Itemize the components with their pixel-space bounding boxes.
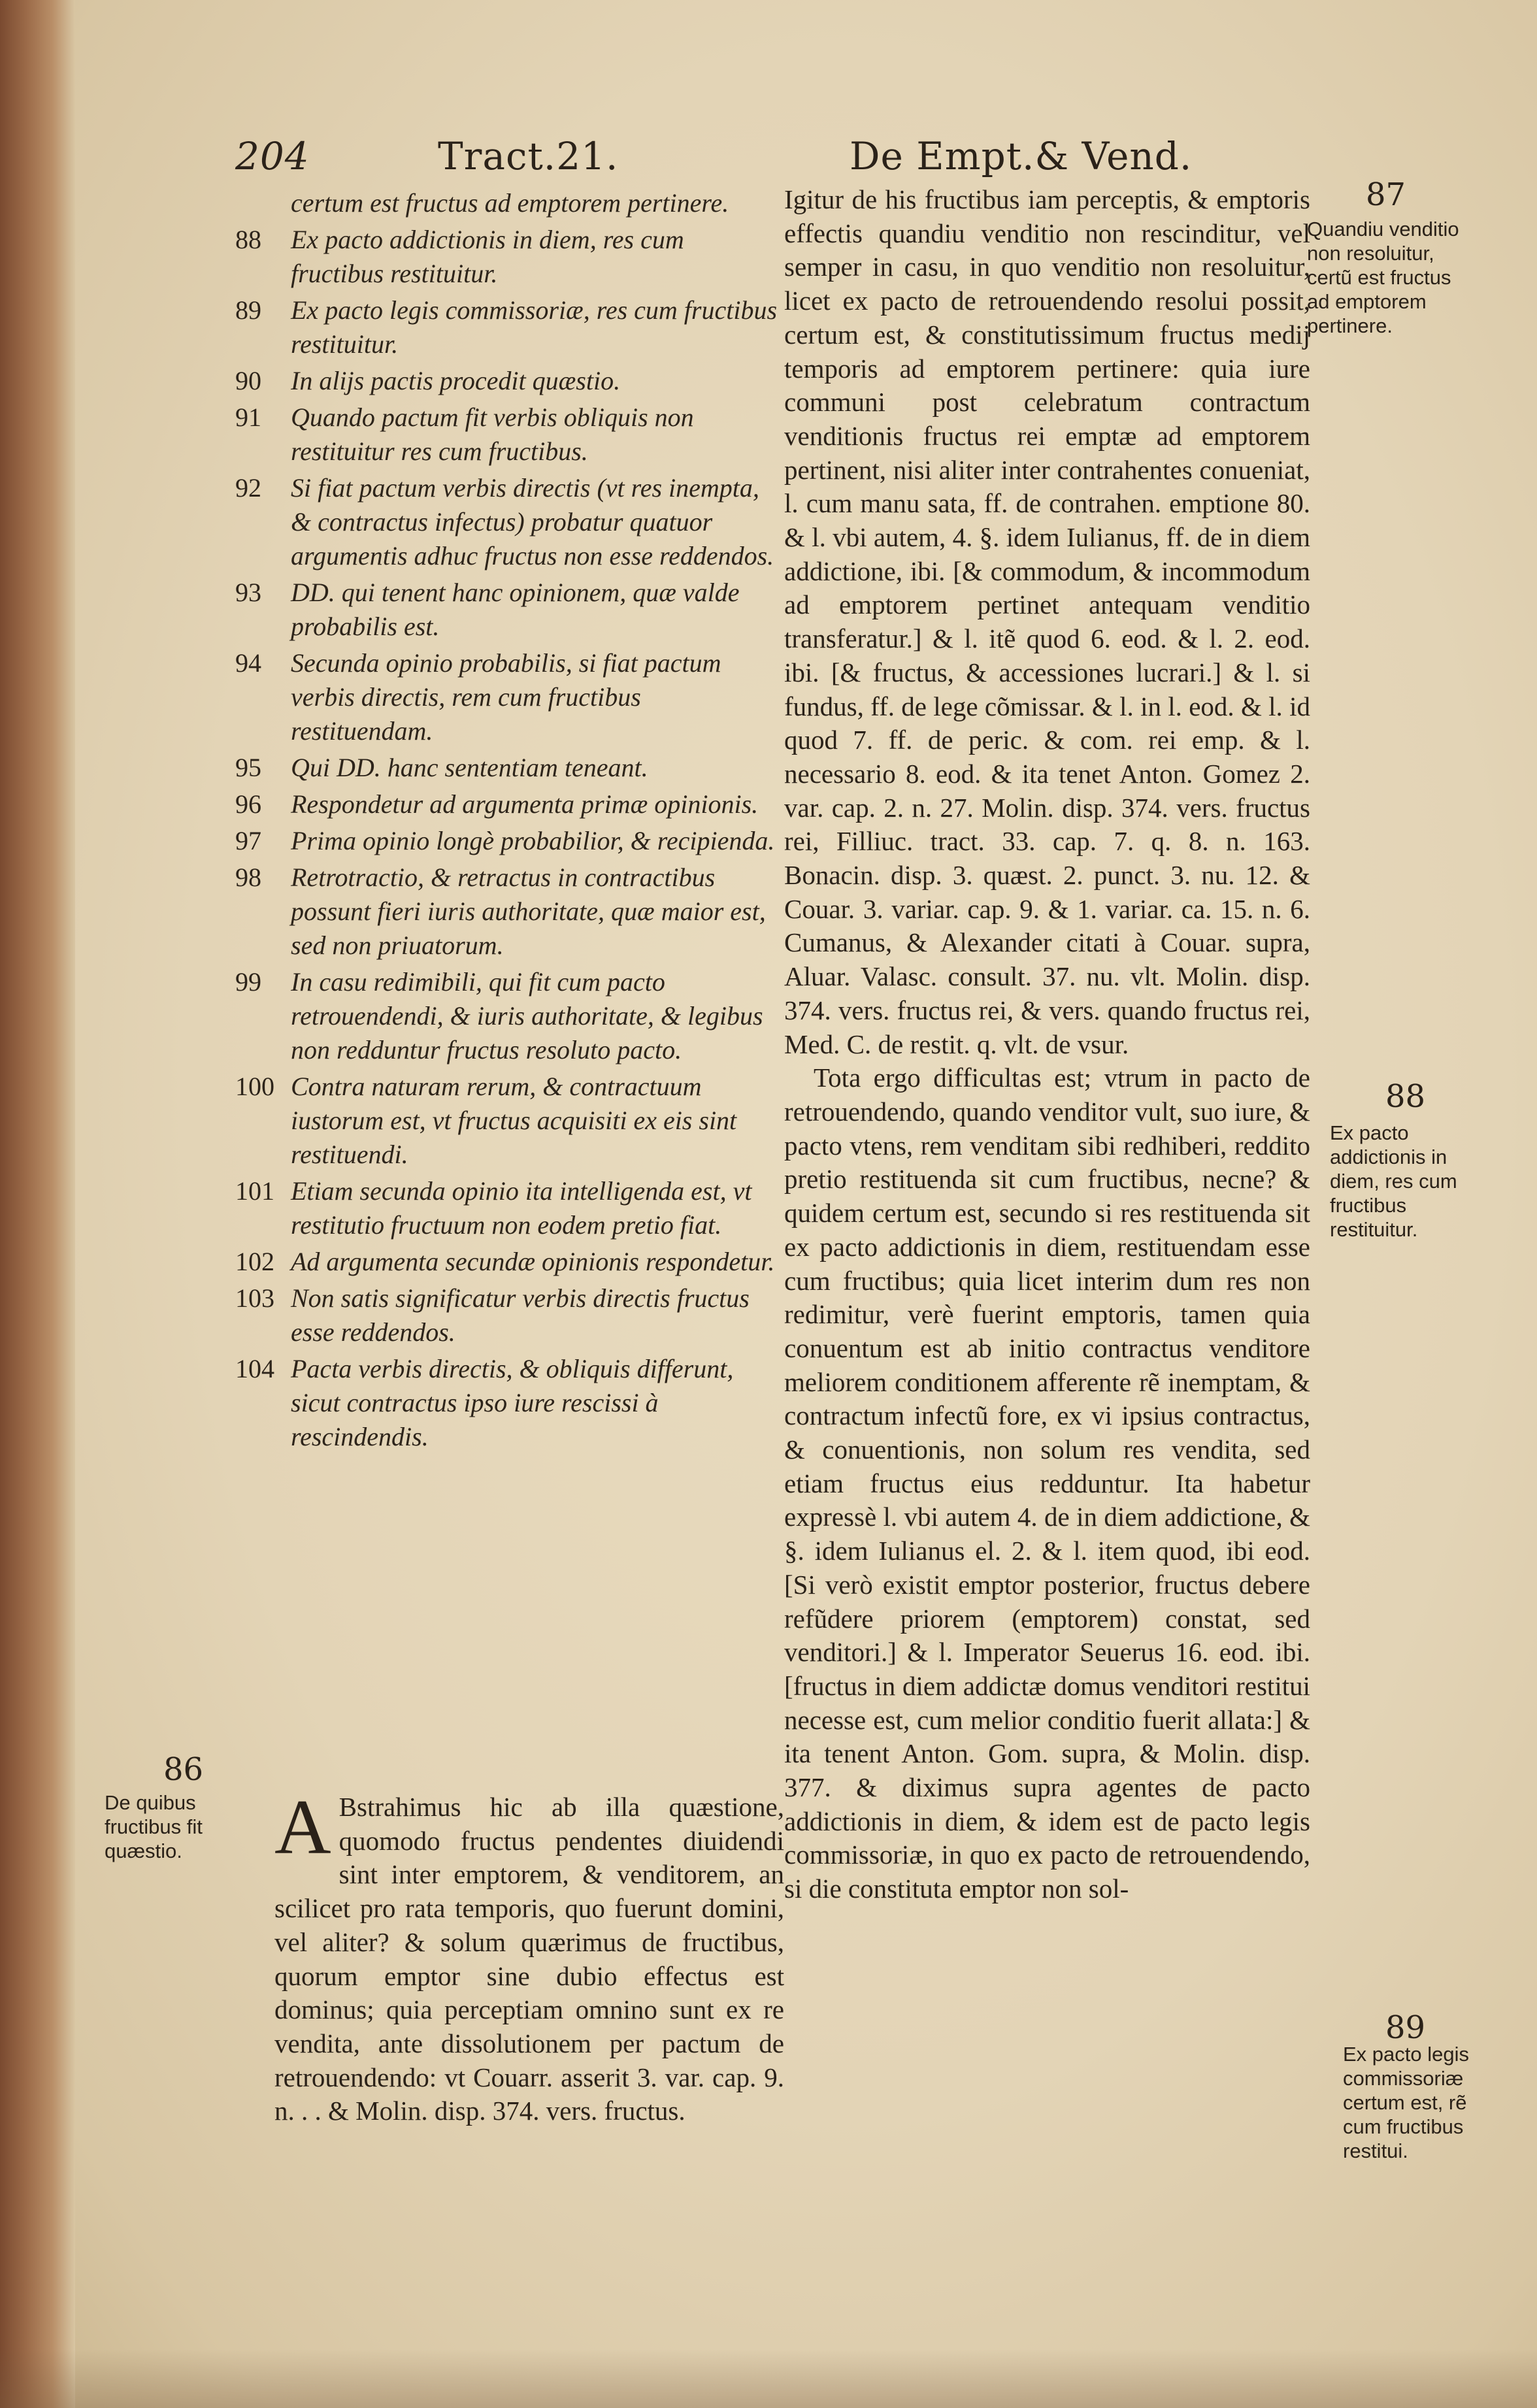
summary-text: In casu redimibili, qui fit cum pacto retrouendendi, & iuris authoritate, & legibus non redduntur fructus resoluto pacto.	[291, 967, 763, 1064]
summary-text: Retrotractio, & retractus in contractibus possunt fieri iuris authoritate, quæ maior est, sed non priuatorum.	[291, 863, 766, 960]
summary-text: Respondetur ad argumenta primæ opinionis.	[291, 789, 759, 819]
summary-num: 91	[235, 403, 261, 432]
summary-item	[235, 824, 778, 858]
summary-item	[235, 1352, 778, 1454]
paragraph: Tota ergo difficultas est; vtrum in pacto de retrouendendo, quando venditor vult, suo iure, & pacto vtens, rem venditam sibi redhiberi, reddito pretio restituenda sit cum fructibus, necne? & quidem certum est, secundo si res restituenda sit ex pacto addictionis in diem, restituendam esse cum fructibus; quia licet interim dum res non redimitur, verè fuerint emptoris, tamen quia conuentum est ab initio contractus venditore meliorem conditionem afferente rẽ inemptam, & contractum infectũ fore, ex vi ipsius contractus, & conuentionis, non solum res vendita, sed etiam fructus eius redduntur. Ita habetur expressè l. vbi autem 4. de in diem addictione, & §. idem Iulianus el. 2. & l. item quod, ibi eod. [Si verò existit emptor posterior, fructus debere refũdere priorem (emptorem) constat, sed venditori.] & l. Imperator Seuerus 16. eod. ibi. [fructus in diem addictæ domus venditori restitui necesse est, cum melior conditio fuerit allata:] & ita tenent Anton. Gom. supra, & Molin. disp. 377. & diximus supra agentes de pacto addictionis in diem, & idem est de pacto legis commissoriæ, in quo ex pacto de retrouendendo, si die constituta emptor non sol-	[784, 1063, 1310, 1904]
summary-num: 102	[235, 1247, 274, 1276]
summary-item	[235, 401, 778, 469]
left-column-text	[274, 1783, 784, 2128]
margin-number: 86	[163, 1751, 204, 1788]
summary-text: Secunda opinio probabilis, si fiat pactum verbis directis, rem cum fructibus restituendam.	[291, 648, 721, 746]
margin-number: 87	[1366, 176, 1406, 213]
page-number: 204	[235, 134, 310, 178]
summary-num: 89	[235, 295, 261, 325]
summary-text: Ex pacto addictionis in diem, res cum fructibus restituitur.	[291, 225, 684, 288]
summary-item	[235, 576, 778, 644]
summary-item	[235, 223, 778, 291]
summary-item	[235, 751, 778, 785]
summary-item	[235, 1281, 778, 1349]
summary-num: 92	[235, 473, 261, 503]
paragraph: Bstrahimus hic ab illa quæstione, quomodo fructus pendentes diuidendi sint inter emptorem, & venditorem, an scilicet pro rata temporis, quo fuerunt domini, vel aliter? & solum quærimus de fructibus, quorum emptor sine dubio effectus est dominus; quia perceptiam omnino sunt ex re vendita, ante dissolutionem per pactum de retrouendendo: vt Couarr. asserit 3. var. cap. 9. n. . . & Molin. disp. 374. vers. fructus.	[274, 1792, 784, 2126]
summary-num: 99	[235, 967, 261, 997]
summary-text: Qui DD. hanc sententiam teneant.	[291, 753, 648, 782]
margin-note: Quandiu venditio non resoluitur, certũ est fructus ad emptorem pertinere.	[1307, 218, 1459, 337]
summary-text: Etiam secunda opinio ita intelligenda est, vt restitutio fructuum non eodem pretio fiat.	[291, 1176, 752, 1240]
summary-text: Pacta verbis directis, & obliquis differunt, sicut contractus ipso iure rescissi à rescindendis.	[291, 1354, 734, 1451]
page-gutter	[0, 0, 75, 2408]
summary-item	[235, 471, 778, 573]
summary-num: 95	[235, 753, 261, 782]
summary-text: In alijs pactis procedit quæstio.	[291, 366, 621, 395]
margin-note: De quibus fructibus fit quæstio.	[105, 1791, 203, 1862]
summary-text: Quando pactum fit verbis obliquis non restituitur res cum fructibus.	[291, 403, 694, 466]
summary-item	[235, 861, 778, 963]
summary-item	[235, 1070, 778, 1172]
summary-num: 93	[235, 578, 261, 607]
summary-item	[235, 965, 778, 1067]
summary-item	[235, 364, 778, 398]
summary-text: Non satis significatur verbis directis fructus esse reddendos.	[291, 1283, 750, 1347]
summary-num: 90	[235, 366, 261, 395]
summary-num: 94	[235, 648, 261, 678]
summary-text: Ex pacto legis commissoriæ, res cum fructibus restituitur.	[291, 295, 778, 359]
right-column-text	[784, 183, 1310, 1906]
margin-number: 89	[1385, 2009, 1426, 2046]
summary-num: 98	[235, 863, 261, 892]
summary-num: 100	[235, 1072, 274, 1101]
running-head-tract: Tract.21.	[438, 134, 619, 178]
summary-list	[235, 186, 778, 1457]
summary-text: DD. qui tenent hanc opinionem, quæ valde probabilis est.	[291, 578, 740, 641]
drop-cap: A	[274, 1783, 331, 1870]
summary-num: 88	[235, 225, 261, 254]
summary-item	[235, 646, 778, 748]
summary-text: Prima opinio longè probabilior, & recipienda.	[291, 826, 775, 855]
margin-number: 88	[1385, 1078, 1426, 1115]
paragraph: Igitur de his fructibus iam perceptis, & emptoris effectis quandiu venditio non rescinditur, vel semper in casu, in quo venditio non resoluitur, licet ex pacto de retrouendendo resolui possit, certum est, & constitutissimum fructus medij temporis ad emptorem pertinere: quia iure communi post celebratum contractum venditionis fructus rei emptæ ad emptorem pertinent, nisi aliter inter contrahentes conueniat, l. cum manu sata, ff. de contrahen. emptione 80. & l. vbi autem, 4. §. idem Iulianus, ff. de in diem addictione, ibi. [& commodum, & incommodum ad emptorem pertinet antequam venditio transferatur.] & l. itẽ quod 6. eod. & l. 2. eod. ibi. [& fructus, & accessiones lucrari.] & l. si fundus, ff. de lege cõmissar. & l. in l. eod. & l. id quod 7. ff. de peric. & com. rei emp. & l. necessario 8. eod. & ita tenet Anton. Gomez 2. var. cap. 2. n. 27. Molin. disp. 374. vers. fructus rei, Filliuc. tract. 33. cap. 7. q. 8. n. 163. Bonacin. disp. 3. quæst. 2. punct. 3. nu. 12. & Couar. 3. variar. cap. 9. & 1. variar. ca. 15. n. 6. Cumanus, & Alexander citati à Couar. supra, Aluar. Valasc. consult. 37. nu. vlt. Molin. disp. 374. vers. fructus rei, & vers. quando fructus rei, Med. C. de restit. q. vlt. de vsur.	[784, 184, 1310, 1059]
summary-item	[235, 293, 778, 361]
running-head-title: De Empt.& Vend.	[850, 134, 1193, 178]
summary-num: 96	[235, 789, 261, 819]
summary-text: Si fiat pactum verbis directis (vt res inempta, & contractus infectus) probatur quatuor argumentis adhuc fructus non esse reddendos.	[291, 473, 774, 570]
summary-item	[235, 1245, 778, 1279]
summary-text: certum est fructus ad emptorem pertinere.	[291, 188, 729, 218]
summary-num: 97	[235, 826, 261, 855]
margin-note: Ex pacto legis commissoriæ certum est, rẽ cum fructibus restitui.	[1343, 2043, 1469, 2162]
summary-text: Contra naturam rerum, & contractuum iustorum est, vt fructus acquisiti ex eis sint restituendi.	[291, 1072, 737, 1169]
margin-note: Ex pacto addictionis in diem, res cum fructibus restituitur.	[1330, 1121, 1457, 1241]
summary-num: 104	[235, 1354, 274, 1383]
summary-item	[235, 1174, 778, 1242]
summary-num: 101	[235, 1176, 274, 1206]
summary-num: 103	[235, 1283, 274, 1313]
summary-item	[235, 186, 778, 220]
summary-item	[235, 787, 778, 821]
page-shadow	[0, 2349, 1537, 2408]
summary-text: Ad argumenta secundæ opinionis respondetur.	[291, 1247, 775, 1276]
